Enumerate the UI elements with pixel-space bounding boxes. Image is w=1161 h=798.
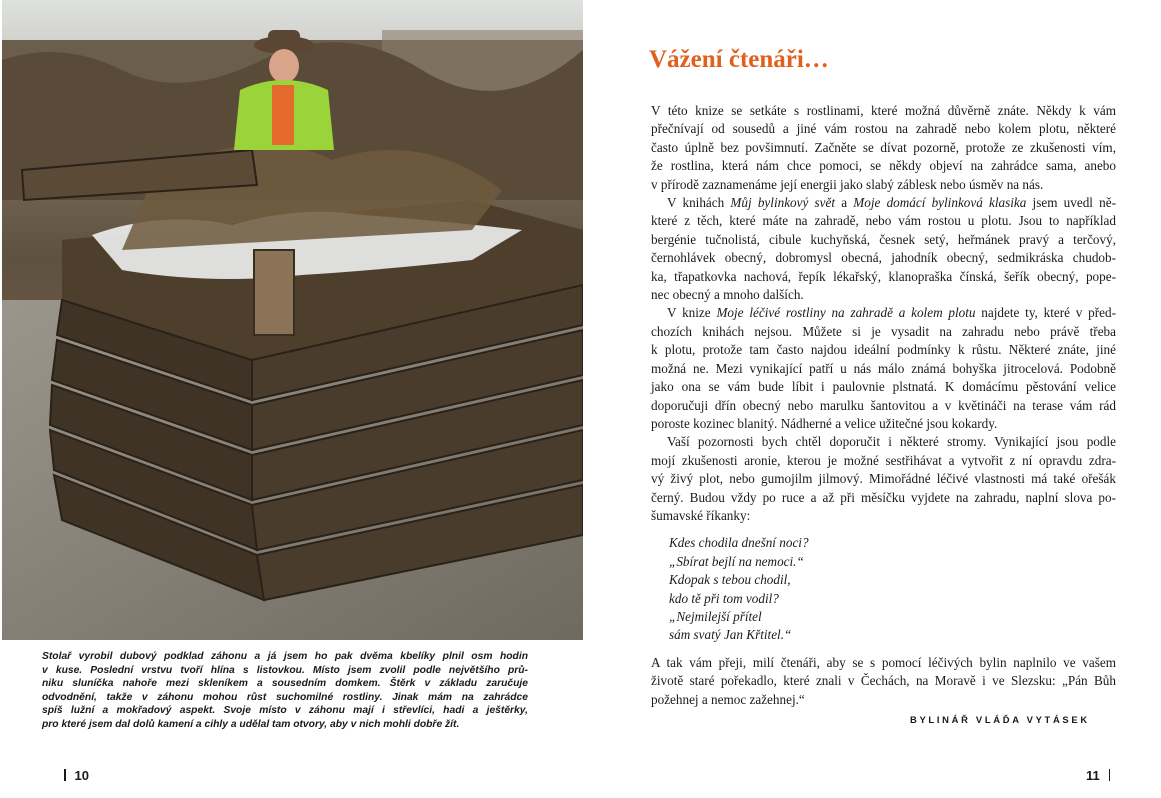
poem-line: „Nejmilejší přítel bbox=[669, 608, 762, 624]
author-signature: BYLINÁŘ VLÁĎA VYTÁSEK bbox=[910, 714, 1090, 725]
text-line: životě staré pořekadlo, které znali v Čechách, na Moravě i ve Slezsku: „Pán Bůh bbox=[651, 673, 1116, 689]
text-line: doporučuji dřín obecný nebo marulku šantovitou a v květináči na terase vám rád bbox=[651, 397, 1116, 413]
caption-line: spíš lužní a mokřadový aspekt. Svoje místo v záhonu mají i střevlíci, hadi a ještěrky, bbox=[42, 705, 528, 717]
caption-line: odvodnění, takže v záhonu mohou růst suchomilné rostliny. Jinak mám na zahrádce bbox=[42, 691, 528, 703]
caption-line: niku sluníčka nahoře mezi skleníkem a sousedním domkem. Štěrk v základu zaručuje bbox=[42, 678, 528, 690]
text-run: V knize bbox=[667, 305, 717, 321]
photo-caption bbox=[42, 650, 528, 732]
text-run: V knihách bbox=[667, 195, 731, 211]
text-line: které z těch, které máte na zahradě, nebo vám rostou u plotu. Jsou to například bbox=[651, 213, 1116, 229]
paragraph-4 bbox=[651, 433, 1116, 525]
text-line: mojí zkušenosti aronie, kterou je možné sestřihávat a vytvořit z ní opravdu zdra- bbox=[651, 452, 1116, 468]
caption-line: v kuse. Poslední vrstvu tvoří hlína s listovkou. Místo jsem zvolil podle největšího prů- bbox=[42, 664, 528, 676]
text-line: chozích knihách nejsou. Můžete si je vysadit na zahradu nebo právě třeba bbox=[651, 323, 1116, 339]
text-line bbox=[651, 194, 1116, 212]
poem bbox=[669, 534, 1116, 644]
text-line: Vaší pozornosti bych chtěl doporučit i některé stromy. Vynikající jsou podle bbox=[667, 434, 1116, 450]
text-line: nec obecný a mnoho dalších. bbox=[651, 287, 804, 303]
text-line bbox=[651, 304, 1116, 322]
folio-bar bbox=[1109, 769, 1111, 781]
text-line: v přírodě zaznamenáme její energii jako slabý záblesk nebo úsměv na nás. bbox=[651, 176, 1044, 192]
body-text bbox=[651, 102, 1116, 709]
page-number-text: 11 bbox=[1086, 768, 1100, 783]
text-run: jsem uvedl ně- bbox=[1026, 195, 1116, 211]
page-number-text: 10 bbox=[74, 768, 89, 783]
text-line: často úplně bez povšimnutí. Začněte se dívat pozorně, protože ze zkušenosti vím, bbox=[651, 139, 1116, 155]
book-title: Moje domácí bylinková klasika bbox=[853, 195, 1027, 211]
poem-line: „Sbírat bejlí na nemoci.“ bbox=[669, 553, 804, 569]
text-run: najdete ty, které v před- bbox=[975, 305, 1117, 321]
text-line: černohlávek obecný, dobromysl obecná, jahodník obecný, sedmikráska chudob- bbox=[651, 250, 1116, 266]
text-line: šumavské říkanky: bbox=[651, 507, 751, 523]
garden-bed-photo bbox=[2, 0, 583, 640]
paragraph-2 bbox=[651, 194, 1116, 304]
text-line: k plotu, protože tam často najdou ideální podmínky k růstu. Některé znáte, jiné bbox=[651, 342, 1116, 358]
closing-paragraph bbox=[651, 654, 1116, 709]
caption-line: Stolař vyrobil dubový podklad záhonu a já jsem ho pak dvěma kbelíky plnil osm hodin bbox=[42, 651, 528, 662]
text-line: A tak vám přeji, milí čtenáři, aby se s pomocí léčivých bylin naplnilo ve vašem bbox=[651, 654, 1116, 670]
poem-line: sám svatý Jan Křtitel.“ bbox=[669, 627, 792, 643]
text-line: možná ne. Mezi vynikající patří u nás málo známá bohyška jitrocelová. Podobně bbox=[651, 360, 1116, 376]
page-number-left bbox=[55, 768, 89, 783]
caption-line: pro které jsem dal dolů kamení a cihly a udělal tam otvory, aby v nich mohli dobře žít. bbox=[42, 718, 460, 730]
book-title: Moje léčivé rostliny na zahradě a kolem plotu bbox=[716, 305, 976, 321]
text-line: jako ona se vám bude líbit i paulovnie plstnatá. K domácímu pěstování velice bbox=[651, 379, 1116, 395]
paragraph-3 bbox=[651, 304, 1116, 433]
folio-bar bbox=[64, 769, 66, 781]
text-line: poroste kozinec blanitý. Nádherné a velice užitečné jsou kokardy. bbox=[651, 415, 998, 431]
text-line: V této knize se setkáte s rostlinami, které možná důvěrně znáte. Někdy k vám bbox=[651, 103, 1116, 118]
paragraph-1 bbox=[651, 102, 1116, 194]
poem-line: Kdes chodila dnešní noci? bbox=[669, 535, 809, 551]
book-title: Můj bylinkový svět bbox=[730, 195, 836, 211]
poem-line: kdo tě při tom vodil? bbox=[669, 590, 779, 606]
text-line: přečnívají od sousedů a jiné vám rostou na zahradě nebo kolem plotu, některé bbox=[651, 121, 1116, 137]
text-line: bergénie tučnolistá, cibule kuchyňská, česnek setý, heřmánek pravý a terčový, bbox=[651, 231, 1116, 247]
page-title: Vážení čtenáři… bbox=[649, 46, 829, 73]
text-line: černý. Budou vždy po ruce a až při měsíčku vyjdete na zahradu, naplní slova po- bbox=[651, 489, 1116, 505]
page-number-right bbox=[1086, 768, 1119, 783]
poem-line: Kdopak s tebou chodil, bbox=[669, 572, 791, 588]
text-line: vý živý plot, nebo gumojilm jilmový. Mimořádné léčivé vlastnosti má také ořešák bbox=[651, 471, 1116, 487]
text-line: požehnej a nemoc zažehnej.“ bbox=[651, 691, 805, 707]
raised-garden-bed-photo-icon bbox=[2, 0, 583, 640]
text-line: že rostlina, která nám chce pomoci, se někdy objeví na zahrádce sama, anebo bbox=[651, 158, 1116, 174]
text-line: ka, třapatkovka nachová, řepík lékařský, klanopraška čínská, šeřík obecný, pope- bbox=[651, 268, 1116, 284]
text-run: a bbox=[835, 195, 854, 211]
